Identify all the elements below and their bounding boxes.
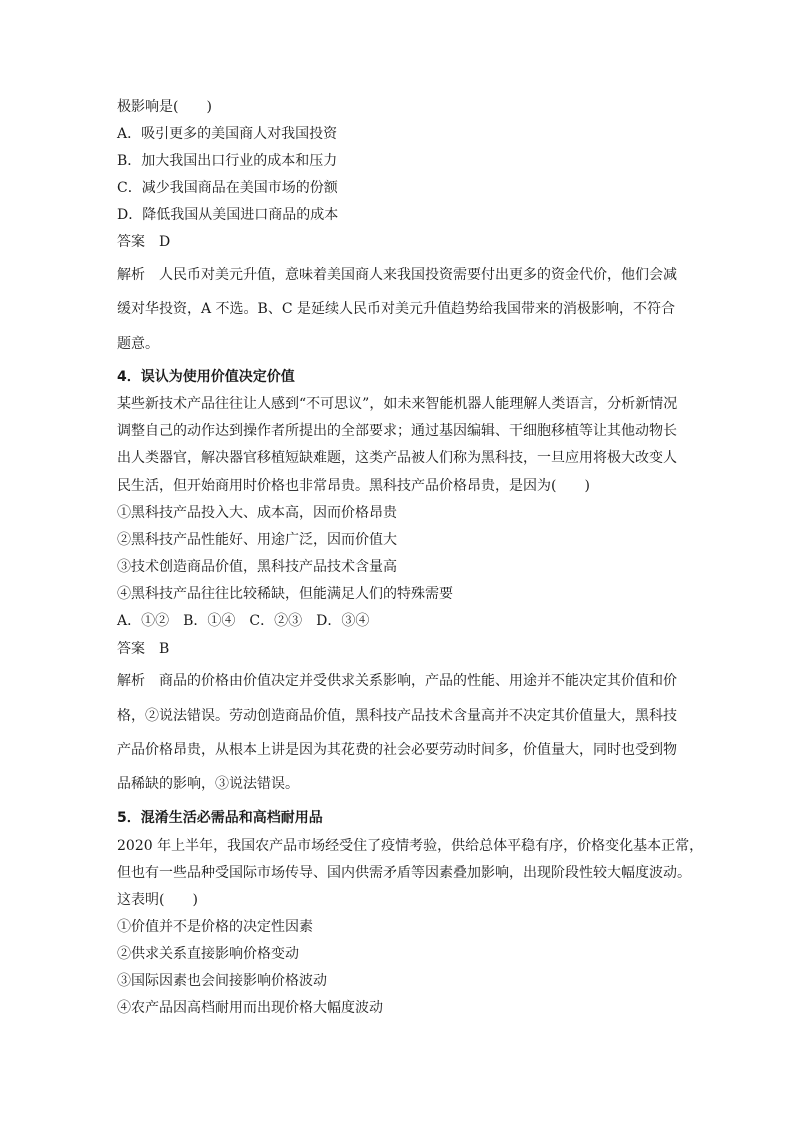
q4-item-4: ④黑科技产品往往比较稀缺，但能满足人们的特殊需要 [117, 586, 453, 602]
q4-stem-line-3: 出人类器官，解决器官移植短缺难题，这类产品被人们称为黑科技，一旦应用将极大改变人 [117, 450, 677, 466]
analysis-text: 人民币对美元升值，意味着美国商人来我国投资需要付出更多的资金代价，他们会减 [159, 267, 677, 283]
q3-analysis-line-1 [117, 265, 677, 285]
q4-item-1: ①黑科技产品投入大、成本高，因而价格昂贵 [117, 505, 397, 521]
q3-option-c: C．减少我国商品在美国市场的份额 [117, 180, 338, 196]
q4-stem-line-1: 某些新技术产品往往让人感到“不可思议”，如未来智能机器人能理解人类语言，分析新情况 [117, 396, 678, 412]
q5-stem-line-3: 这表明( ) [117, 892, 198, 908]
q5-stem-line-1: 2020 年上半年，我国农产品市场经受住了疫情考验，供给总体平稳有序，价格变化基本正常， [117, 838, 704, 854]
q4-stem-line-2: 调整自己的动作达到操作者所提出的全部要求；通过基因编辑、干细胞移植等让其他动物长 [117, 423, 677, 439]
answer-label: 答案 [117, 234, 145, 250]
q5-item-1: ①价值并不是价格的决定性因素 [117, 919, 313, 935]
q4-item-3: ③技术创造商品价值，黑科技产品技术含量高 [117, 559, 397, 575]
answer-label: 答案 [117, 641, 145, 657]
q5-item-3: ③国际因素也会间接影响价格波动 [117, 973, 327, 989]
q3-stem-tail: 极影响是( ) [117, 99, 212, 115]
q3-answer [117, 232, 170, 252]
analysis-label: 解析 [117, 267, 145, 283]
q5-item-4: ④农产品因高档耐用而出现价格大幅度波动 [117, 1000, 383, 1016]
analysis-text: 商品的价格由价值决定并受供求关系影响，产品的性能、用途并不能决定其价值和价 [159, 673, 677, 689]
q5-item-2: ②供求关系直接影响价格变动 [117, 946, 299, 962]
q3-option-d: D．降低我国从美国进口商品的成本 [117, 207, 339, 223]
q4-analysis-line-4: 品稀缺的影响，③说法错误。 [117, 776, 299, 792]
q3-analysis-line-3: 题意。 [117, 336, 159, 352]
q4-analysis-line-1 [117, 671, 677, 691]
q4-analysis-line-3: 产品价格昂贵，从根本上讲是因为其花费的社会必要劳动时间多，价值量大，同时也受到物 [117, 742, 677, 758]
q3-analysis-line-2: 缓对华投资，A 不选。B、C 是延续人民币对美元升值趋势给我国带来的消极影响，不符合 [117, 301, 676, 317]
q4-choices: A．①② B．①④ C．②③ D．③④ [117, 613, 370, 629]
q4-analysis-line-2: 格，②说法错误。劳动创造商品价值，黑科技产品技术含量高并不决定其价值量大，黑科技 [117, 708, 677, 724]
q3-option-b: B．加大我国出口行业的成本和压力 [117, 153, 338, 169]
q4-stem-line-4: 民生活，但开始商用时价格也非常昂贵。黑科技产品价格昂贵，是因为( ) [117, 478, 590, 494]
answer-value: B [159, 641, 170, 657]
q5-heading: 5．混淆生活必需品和高档耐用品 [117, 810, 323, 826]
q4-item-2: ②黑科技产品性能好、用途广泛，因而价值大 [117, 532, 397, 548]
analysis-label: 解析 [117, 673, 145, 689]
q4-heading: 4．误认为使用价值决定价值 [117, 369, 295, 385]
answer-value: D [159, 234, 171, 250]
q4-answer [117, 639, 169, 659]
q3-option-a: A．吸引更多的美国商人对我国投资 [117, 126, 338, 142]
q5-stem-line-2: 但也有一些品种受国际市场传导、国内供需矛盾等因素叠加影响，出现阶段性较大幅度波动。 [117, 865, 691, 881]
